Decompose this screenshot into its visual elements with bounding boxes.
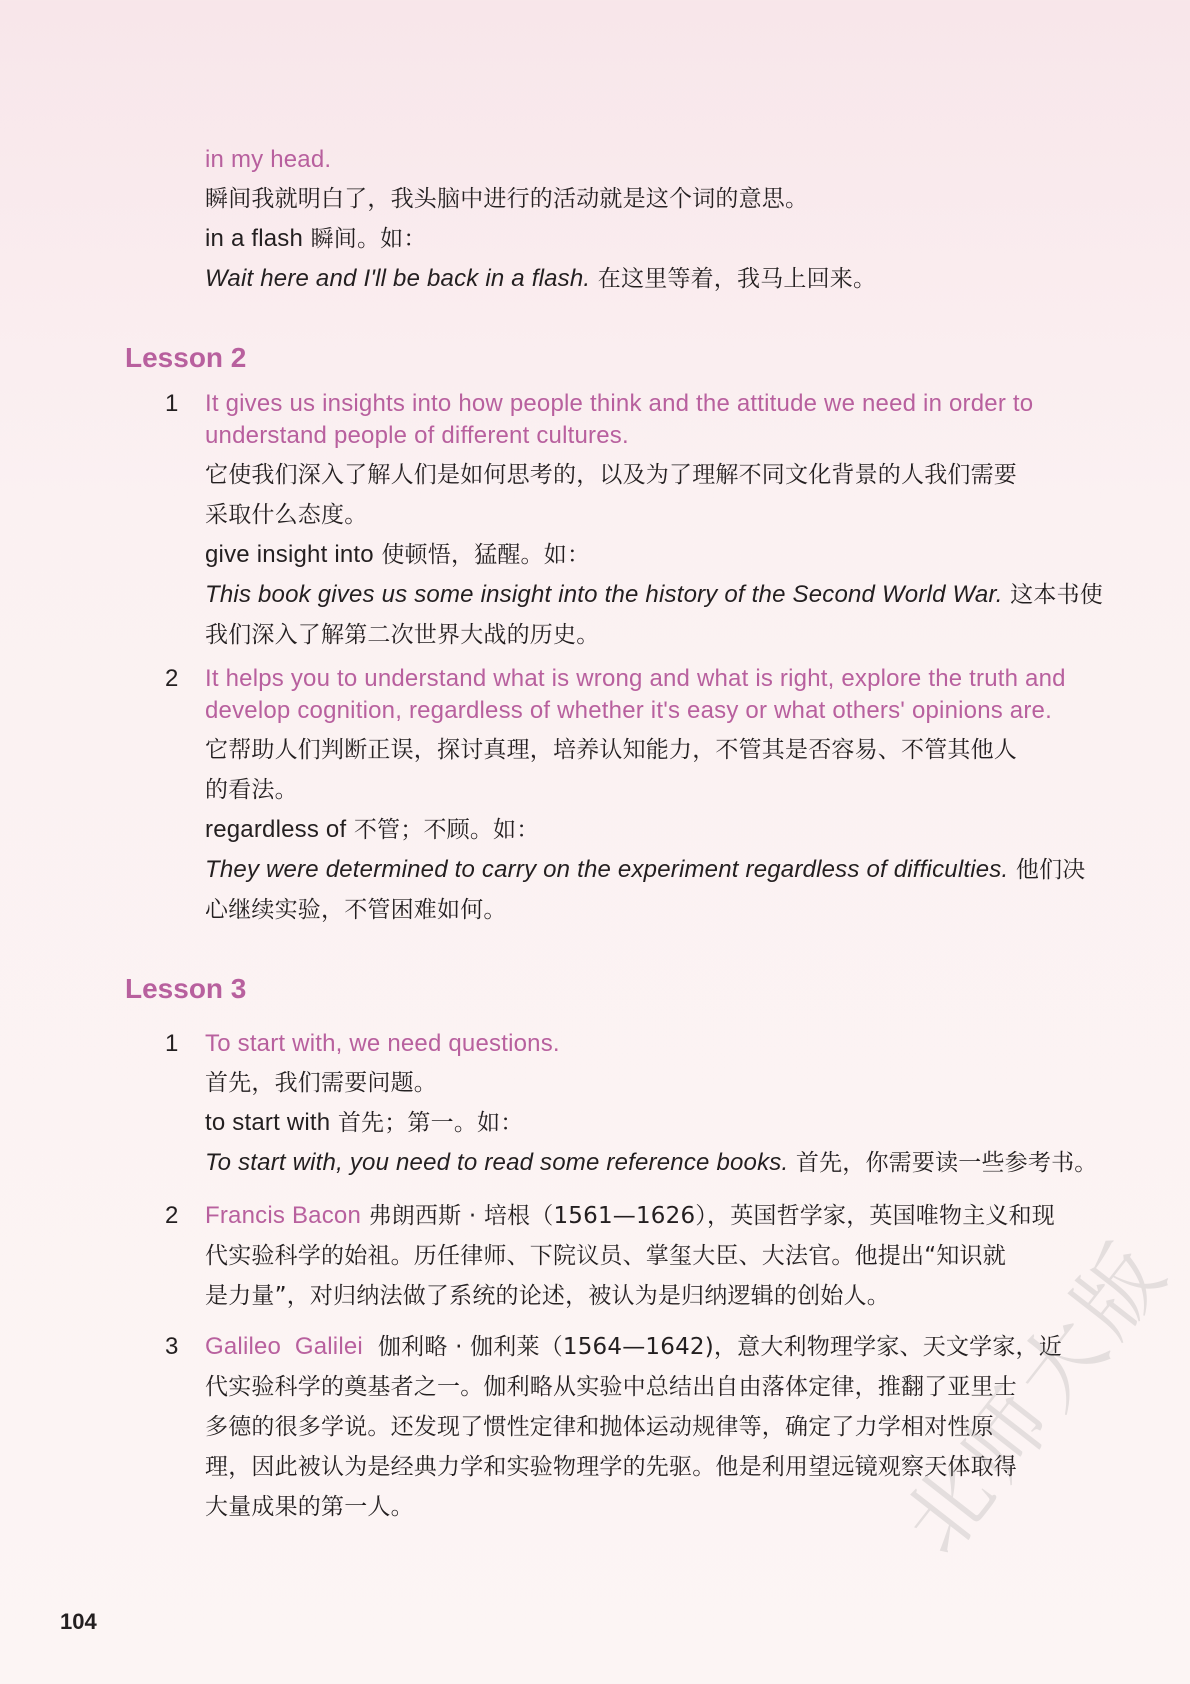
example-english: To start with, you need to read some reference books. xyxy=(205,1149,789,1176)
lesson3-item2-line-1 xyxy=(205,1199,1075,1233)
phrase-english: regardless of xyxy=(205,816,347,843)
lesson2-item1-english-2: understand people of different cultures. xyxy=(205,422,629,449)
lesson2-item1-chinese-1: 它使我们深入了解人们是如何思考的，以及为了理解不同文化背景的人我们需要 xyxy=(205,462,1017,488)
lesson3-item3-line-2: 代实验科学的奠基者之一。伽利略从实验中总结出自由落体定律，推翻了亚里士 xyxy=(205,1374,1017,1400)
lesson2-item1-english-1: It gives us insights into how people think and the attitude we need in order to xyxy=(205,390,1034,417)
lesson2-item2-chinese-1: 它帮助人们判断正误，探讨真理，培养认知能力，不管其是否容易、不管其他人 xyxy=(205,737,1017,763)
example-chinese: 这本书使 xyxy=(1002,582,1103,608)
phrase-english: in a flash xyxy=(205,225,304,252)
person-name-galileo: Galileo Galilei xyxy=(205,1333,363,1360)
galileo-intro: 伽利略 · 伽利莱（1564—1642)，意大利物理学家、天文学家，近 xyxy=(362,1334,1062,1360)
lesson2-item2-english-2: develop cognition, regardless of whether it's easy or what others' opinions are. xyxy=(205,697,1052,724)
phrase-english: give insight into xyxy=(205,541,374,568)
lesson3-item3-line-5: 大量成果的第一人。 xyxy=(205,1494,414,1520)
publisher-watermark: 北师大版 xyxy=(884,1221,1188,1572)
lesson3-item2-number: 2 xyxy=(165,1202,179,1229)
lesson-3-heading: Lesson 3 xyxy=(125,973,247,1004)
lesson3-item3-line-1 xyxy=(205,1330,1075,1364)
top-example-line xyxy=(205,262,1075,296)
phrase-chinese: 首先；第一。如： xyxy=(330,1110,524,1136)
lesson3-item3-line-3: 多德的很多学说。还发现了惯性定律和抛体运动规律等，确定了力学相对性原 xyxy=(205,1414,994,1440)
lesson3-item3-line-4: 理，因此被认为是经典力学和实验物理学的先驱。他是利用望远镜观察天体取得 xyxy=(205,1454,1017,1480)
lesson3-item1-example xyxy=(205,1146,1098,1180)
example-chinese: 在这里等着，我马上回来。 xyxy=(590,266,877,292)
lesson2-item1-phrase xyxy=(205,538,1075,572)
lesson2-item2-chinese-2: 的看法。 xyxy=(205,777,298,803)
lesson2-item2-example-1 xyxy=(205,853,1086,887)
phrase-chinese: 使顿悟，猛醒。如： xyxy=(373,542,591,568)
lesson2-item2-english-1: It helps you to understand what is wrong and what is right, explore the truth and xyxy=(205,665,1066,692)
lesson3-item1-phrase xyxy=(205,1106,1075,1140)
lesson2-item1-example-1 xyxy=(205,578,1103,612)
lesson2-item2-number: 2 xyxy=(165,665,179,692)
lesson3-item2-line-2: 代实验科学的始祖。历任律师、下院议员、掌玺大臣、大法官。他提出“知识就 xyxy=(205,1243,1006,1269)
phrase-chinese: 不管；不顾。如： xyxy=(346,817,540,843)
person-name-bacon: Francis Bacon xyxy=(205,1202,361,1229)
example-english: This book gives us some insight into the history of the Second World War. xyxy=(205,581,1003,608)
lesson2-item1-number: 1 xyxy=(165,390,179,417)
lesson2-item1-chinese-2: 采取什么态度。 xyxy=(205,502,368,528)
lesson3-item3-number: 3 xyxy=(165,1333,179,1360)
top-english-line: in my head. xyxy=(205,146,332,173)
lesson3-item1-english: To start with, we need questions. xyxy=(205,1030,560,1057)
lesson2-item1-example-2: 我们深入了解第二次世界大战的历史。 xyxy=(205,622,600,648)
top-chinese-translation: 瞬间我就明白了，我头脑中进行的活动就是这个词的意思。 xyxy=(205,186,809,212)
lesson3-item1-number: 1 xyxy=(165,1030,179,1057)
example-chinese: 他们决 xyxy=(1008,857,1086,883)
phrase-chinese: 瞬间。如： xyxy=(303,226,427,252)
top-phrase-line xyxy=(205,222,1075,256)
lesson3-item1-chinese: 首先，我们需要问题。 xyxy=(205,1070,437,1096)
page-number: 104 xyxy=(60,1609,97,1634)
lesson3-item2-line-3: 是力量”，对归纳法做了系统的论述，被认为是归纳逻辑的创始人。 xyxy=(205,1283,890,1309)
example-chinese: 首先，你需要读一些参考书。 xyxy=(788,1150,1098,1176)
bacon-intro: 弗朗西斯 · 培根（1561—1626），英国哲学家，英国唯物主义和现 xyxy=(361,1203,1056,1229)
lesson2-item2-example-2: 心继续实验，不管困难如何。 xyxy=(205,897,507,923)
example-english: Wait here and I'll be back in a flash. xyxy=(205,265,591,292)
lesson2-item2-phrase xyxy=(205,813,1075,847)
example-english: They were determined to carry on the experiment regardless of difficulties. xyxy=(205,856,1009,883)
lesson-2-heading: Lesson 2 xyxy=(125,342,247,373)
phrase-english: to start with xyxy=(205,1109,331,1136)
